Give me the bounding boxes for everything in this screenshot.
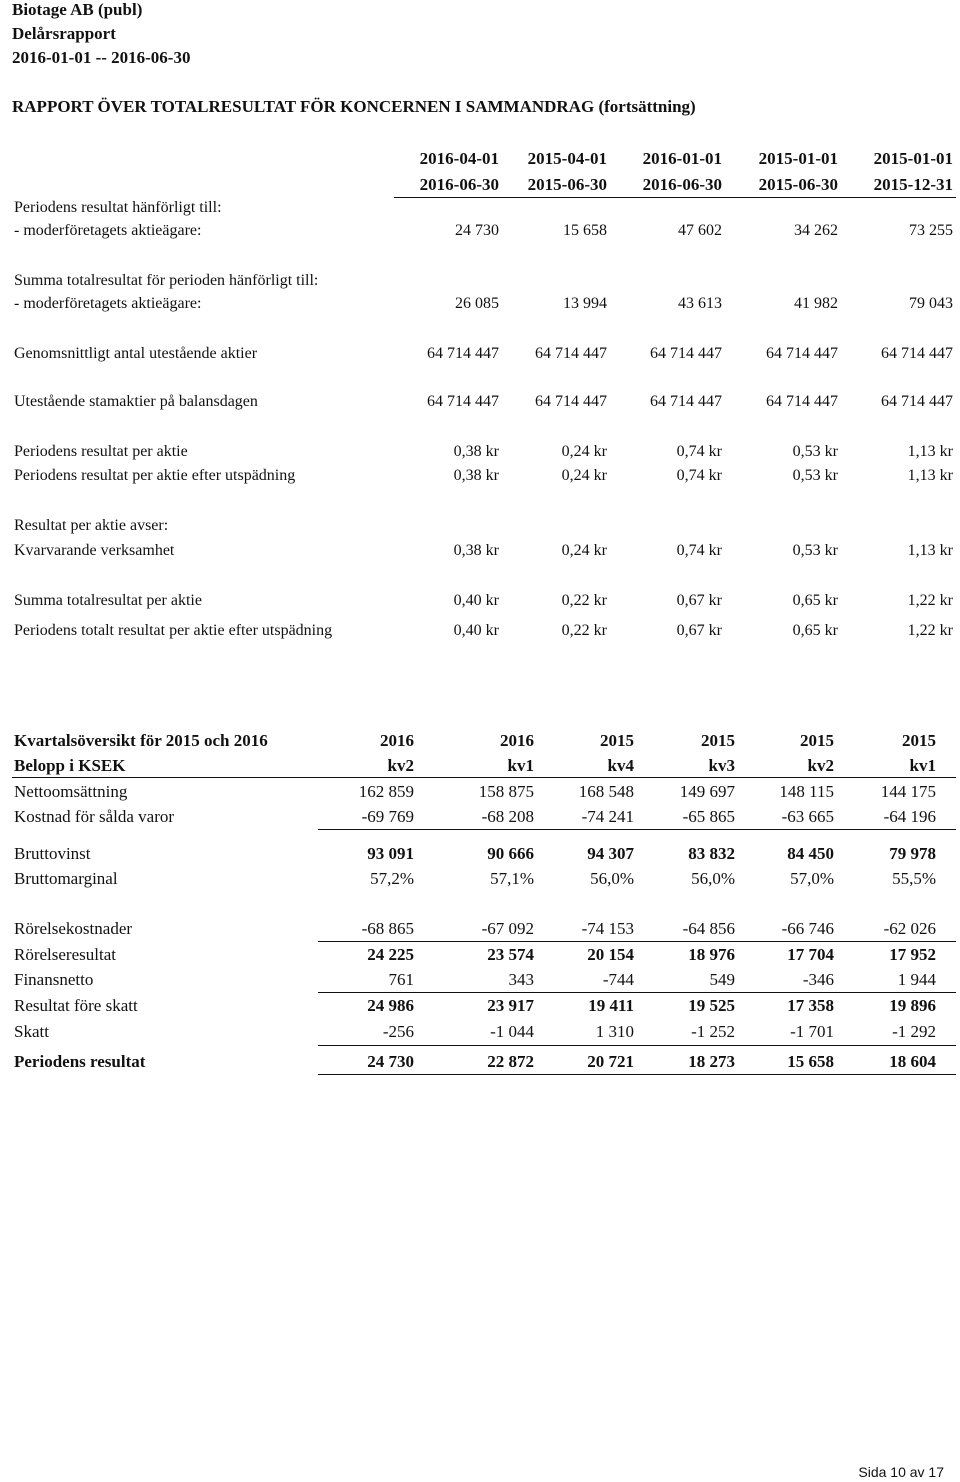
cell: 20 154: [587, 945, 634, 964]
cell: 79 043: [909, 295, 953, 312]
cell: -1 701: [790, 1022, 834, 1041]
row-label: Utestående stamaktier på balansdagen: [14, 393, 258, 410]
cell: -64 856: [682, 919, 735, 938]
cell: 64 714 447: [766, 345, 838, 362]
company-name: Biotage AB (publ): [12, 0, 143, 19]
heading-result-attributable: Periodens resultat hänförligt till:: [14, 199, 222, 216]
cell: 34 262: [794, 222, 838, 239]
row-label: Bruttomarginal: [14, 869, 118, 888]
page-number: Sida 10 av 17: [858, 1464, 944, 1480]
cell: -69 769: [361, 807, 414, 826]
row-label: Periodens resultat per aktie: [14, 443, 188, 460]
cell: 17 704: [787, 945, 834, 964]
cell: 0,24 kr: [561, 443, 607, 460]
quarter-header: kv3: [708, 756, 735, 775]
cell: 1,22 kr: [907, 592, 953, 609]
cell: 0,65 kr: [792, 622, 838, 639]
cell: -74 153: [581, 919, 634, 938]
cell: 84 450: [787, 844, 834, 863]
cell: -68 865: [361, 919, 414, 938]
cell: 47 602: [678, 222, 722, 239]
cell: 549: [709, 970, 735, 989]
quarterly-title: Kvartalsöversikt för 2015 och 2016: [14, 731, 268, 750]
col1-from: 2016-04-01: [419, 149, 499, 168]
row-label: Skatt: [14, 1022, 49, 1041]
col2-from: 2015-04-01: [527, 149, 607, 168]
year-header: 2016: [380, 731, 414, 750]
row-label: Kostnad för sålda varor: [14, 807, 175, 826]
cell: 0,53 kr: [792, 542, 838, 559]
cell: -67 092: [481, 919, 534, 938]
cell: 0,24 kr: [561, 542, 607, 559]
cell: 0,67 kr: [676, 592, 722, 609]
cell: 15 658: [563, 222, 607, 239]
row-label: Nettoomsättning: [14, 782, 128, 801]
cell: 0,74 kr: [676, 467, 722, 484]
cell: -1 252: [691, 1022, 735, 1041]
year-header: 2016: [500, 731, 534, 750]
col4-to: 2015-06-30: [758, 175, 838, 194]
col1-to: 2016-06-30: [419, 175, 499, 194]
heading-eps-relates: Resultat per aktie avser:: [14, 517, 169, 534]
cell: 0,38 kr: [453, 443, 499, 460]
cell: 73 255: [909, 222, 953, 239]
cell: 64 714 447: [881, 345, 953, 362]
cell: 0,74 kr: [676, 443, 722, 460]
cell: 0,67 kr: [676, 622, 722, 639]
cell: 41 982: [794, 295, 838, 312]
row-label: Kvarvarande verksamhet: [14, 542, 175, 559]
col4-from: 2015-01-01: [758, 149, 838, 168]
cell: 56,0%: [691, 869, 735, 888]
cell: 26 085: [455, 295, 499, 312]
cell: 1,13 kr: [907, 443, 953, 460]
row-label: Bruttovinst: [14, 844, 91, 863]
year-header: 2015: [701, 731, 735, 750]
row-label: Resultat före skatt: [14, 996, 138, 1015]
cell: 57,2%: [370, 869, 414, 888]
cell: 64 714 447: [881, 393, 953, 410]
cell: 1,22 kr: [907, 622, 953, 639]
col5-to: 2015-12-31: [873, 175, 953, 194]
col3-from: 2016-01-01: [642, 149, 722, 168]
cell: 0,38 kr: [453, 467, 499, 484]
cell: 17 358: [787, 996, 834, 1015]
cell: 144 175: [880, 782, 936, 801]
cell: 43 613: [678, 295, 722, 312]
row-label: - moderföretagets aktieägare:: [14, 295, 202, 312]
report-type: Delårsrapport: [12, 24, 116, 43]
quarterly-subtitle: Belopp i KSEK: [14, 756, 126, 775]
quarter-header: kv2: [807, 756, 834, 775]
col5-from: 2015-01-01: [873, 149, 953, 168]
report-period: 2016-01-01 -- 2016-06-30: [12, 48, 191, 67]
row-label: Genomsnittligt antal utestående aktier: [14, 345, 258, 362]
heading-total-result-attributable: Summa totalresultat för perioden hänförligt till:: [14, 272, 319, 289]
row-label: Periodens resultat: [14, 1052, 146, 1071]
year-header: 2015: [902, 731, 936, 750]
row-label: Rörelsekostnader: [14, 919, 133, 938]
cell: 0,24 kr: [561, 467, 607, 484]
cell: 0,74 kr: [676, 542, 722, 559]
cell: -65 865: [682, 807, 735, 826]
cell: -1 292: [892, 1022, 936, 1041]
cell: 0,38 kr: [453, 542, 499, 559]
cell: 1,13 kr: [907, 467, 953, 484]
header-rule: [394, 197, 956, 198]
row-label: Periodens totalt resultat per aktie efter utspädning: [14, 622, 333, 639]
header-rule: [12, 777, 956, 778]
cell: 0,22 kr: [561, 592, 607, 609]
cell: 57,0%: [790, 869, 834, 888]
row-label: Summa totalresultat per aktie: [14, 592, 202, 609]
cell: 55,5%: [892, 869, 936, 888]
cell: 18 976: [688, 945, 735, 964]
cell: 19 896: [889, 996, 936, 1015]
cell: 64 714 447: [427, 393, 499, 410]
cell: 1,13 kr: [907, 542, 953, 559]
cell: -346: [802, 970, 834, 989]
cell: 15 658: [787, 1052, 834, 1071]
cell: 0,40 kr: [453, 592, 499, 609]
quarter-header: kv1: [909, 756, 936, 775]
cell: 13 994: [563, 295, 607, 312]
cell: 56,0%: [590, 869, 634, 888]
sum-rule: [318, 829, 956, 830]
cell: 79 978: [889, 844, 936, 863]
cell: 24 225: [367, 945, 414, 964]
cell: 168 548: [578, 782, 634, 801]
cell: 18 273: [688, 1052, 735, 1071]
cell: -63 665: [781, 807, 834, 826]
cell: 1 310: [595, 1022, 634, 1041]
quarter-header: kv1: [507, 756, 534, 775]
cell: 83 832: [688, 844, 735, 863]
col3-to: 2016-06-30: [642, 175, 722, 194]
cell: 93 091: [367, 844, 414, 863]
col2-to: 2015-06-30: [527, 175, 607, 194]
cell: 148 115: [779, 782, 834, 801]
cell: 158 875: [478, 782, 534, 801]
cell: -66 746: [781, 919, 834, 938]
cell: -1 044: [490, 1022, 534, 1041]
cell: 0,40 kr: [453, 622, 499, 639]
cell: 18 604: [889, 1052, 936, 1071]
cell: 22 872: [487, 1052, 534, 1071]
sum-rule: [318, 1045, 956, 1046]
cell: 23 574: [487, 945, 534, 964]
cell: -62 026: [883, 919, 936, 938]
cell: 1 944: [897, 970, 936, 989]
year-header: 2015: [800, 731, 834, 750]
year-header: 2015: [600, 731, 634, 750]
row-label: Rörelseresultat: [14, 945, 116, 964]
section-title: RAPPORT ÖVER TOTALRESULTAT FÖR KONCERNEN I SAMMANDRAG (fortsättning): [12, 97, 696, 116]
cell: 64 714 447: [535, 345, 607, 362]
cell: 23 917: [487, 996, 534, 1015]
cell: 24 730: [455, 222, 499, 239]
cell: 0,53 kr: [792, 443, 838, 460]
cell: 0,65 kr: [792, 592, 838, 609]
cell: -74 241: [581, 807, 634, 826]
row-label: Periodens resultat per aktie efter utspädning: [14, 467, 296, 484]
cell: 90 666: [487, 844, 534, 863]
quarter-header: kv4: [607, 756, 634, 775]
cell: 343: [508, 970, 534, 989]
cell: 20 721: [587, 1052, 634, 1071]
cell: 64 714 447: [650, 393, 722, 410]
cell: 19 525: [688, 996, 735, 1015]
cell: 24 986: [367, 996, 414, 1015]
cell: 19 411: [588, 996, 634, 1015]
cell: 64 714 447: [535, 393, 607, 410]
cell: -64 196: [883, 807, 936, 826]
cell: 761: [388, 970, 414, 989]
cell: -744: [602, 970, 634, 989]
cell: 162 859: [358, 782, 414, 801]
cell: 0,22 kr: [561, 622, 607, 639]
cell: -68 208: [481, 807, 534, 826]
cell: 0,53 kr: [792, 467, 838, 484]
cell: 24 730: [367, 1052, 414, 1071]
cell: -256: [382, 1022, 414, 1041]
row-label: Finansnetto: [14, 970, 94, 989]
cell: 64 714 447: [650, 345, 722, 362]
sum-rule: [318, 992, 956, 993]
cell: 57,1%: [490, 869, 534, 888]
cell: 94 307: [587, 844, 634, 863]
cell: 64 714 447: [427, 345, 499, 362]
sum-rule: [318, 941, 956, 942]
cell: 64 714 447: [766, 393, 838, 410]
cell: 17 952: [889, 945, 936, 964]
total-rule: [318, 1074, 956, 1075]
row-label: - moderföretagets aktieägare:: [14, 222, 202, 239]
cell: 149 697: [679, 782, 735, 801]
quarter-header: kv2: [387, 756, 414, 775]
